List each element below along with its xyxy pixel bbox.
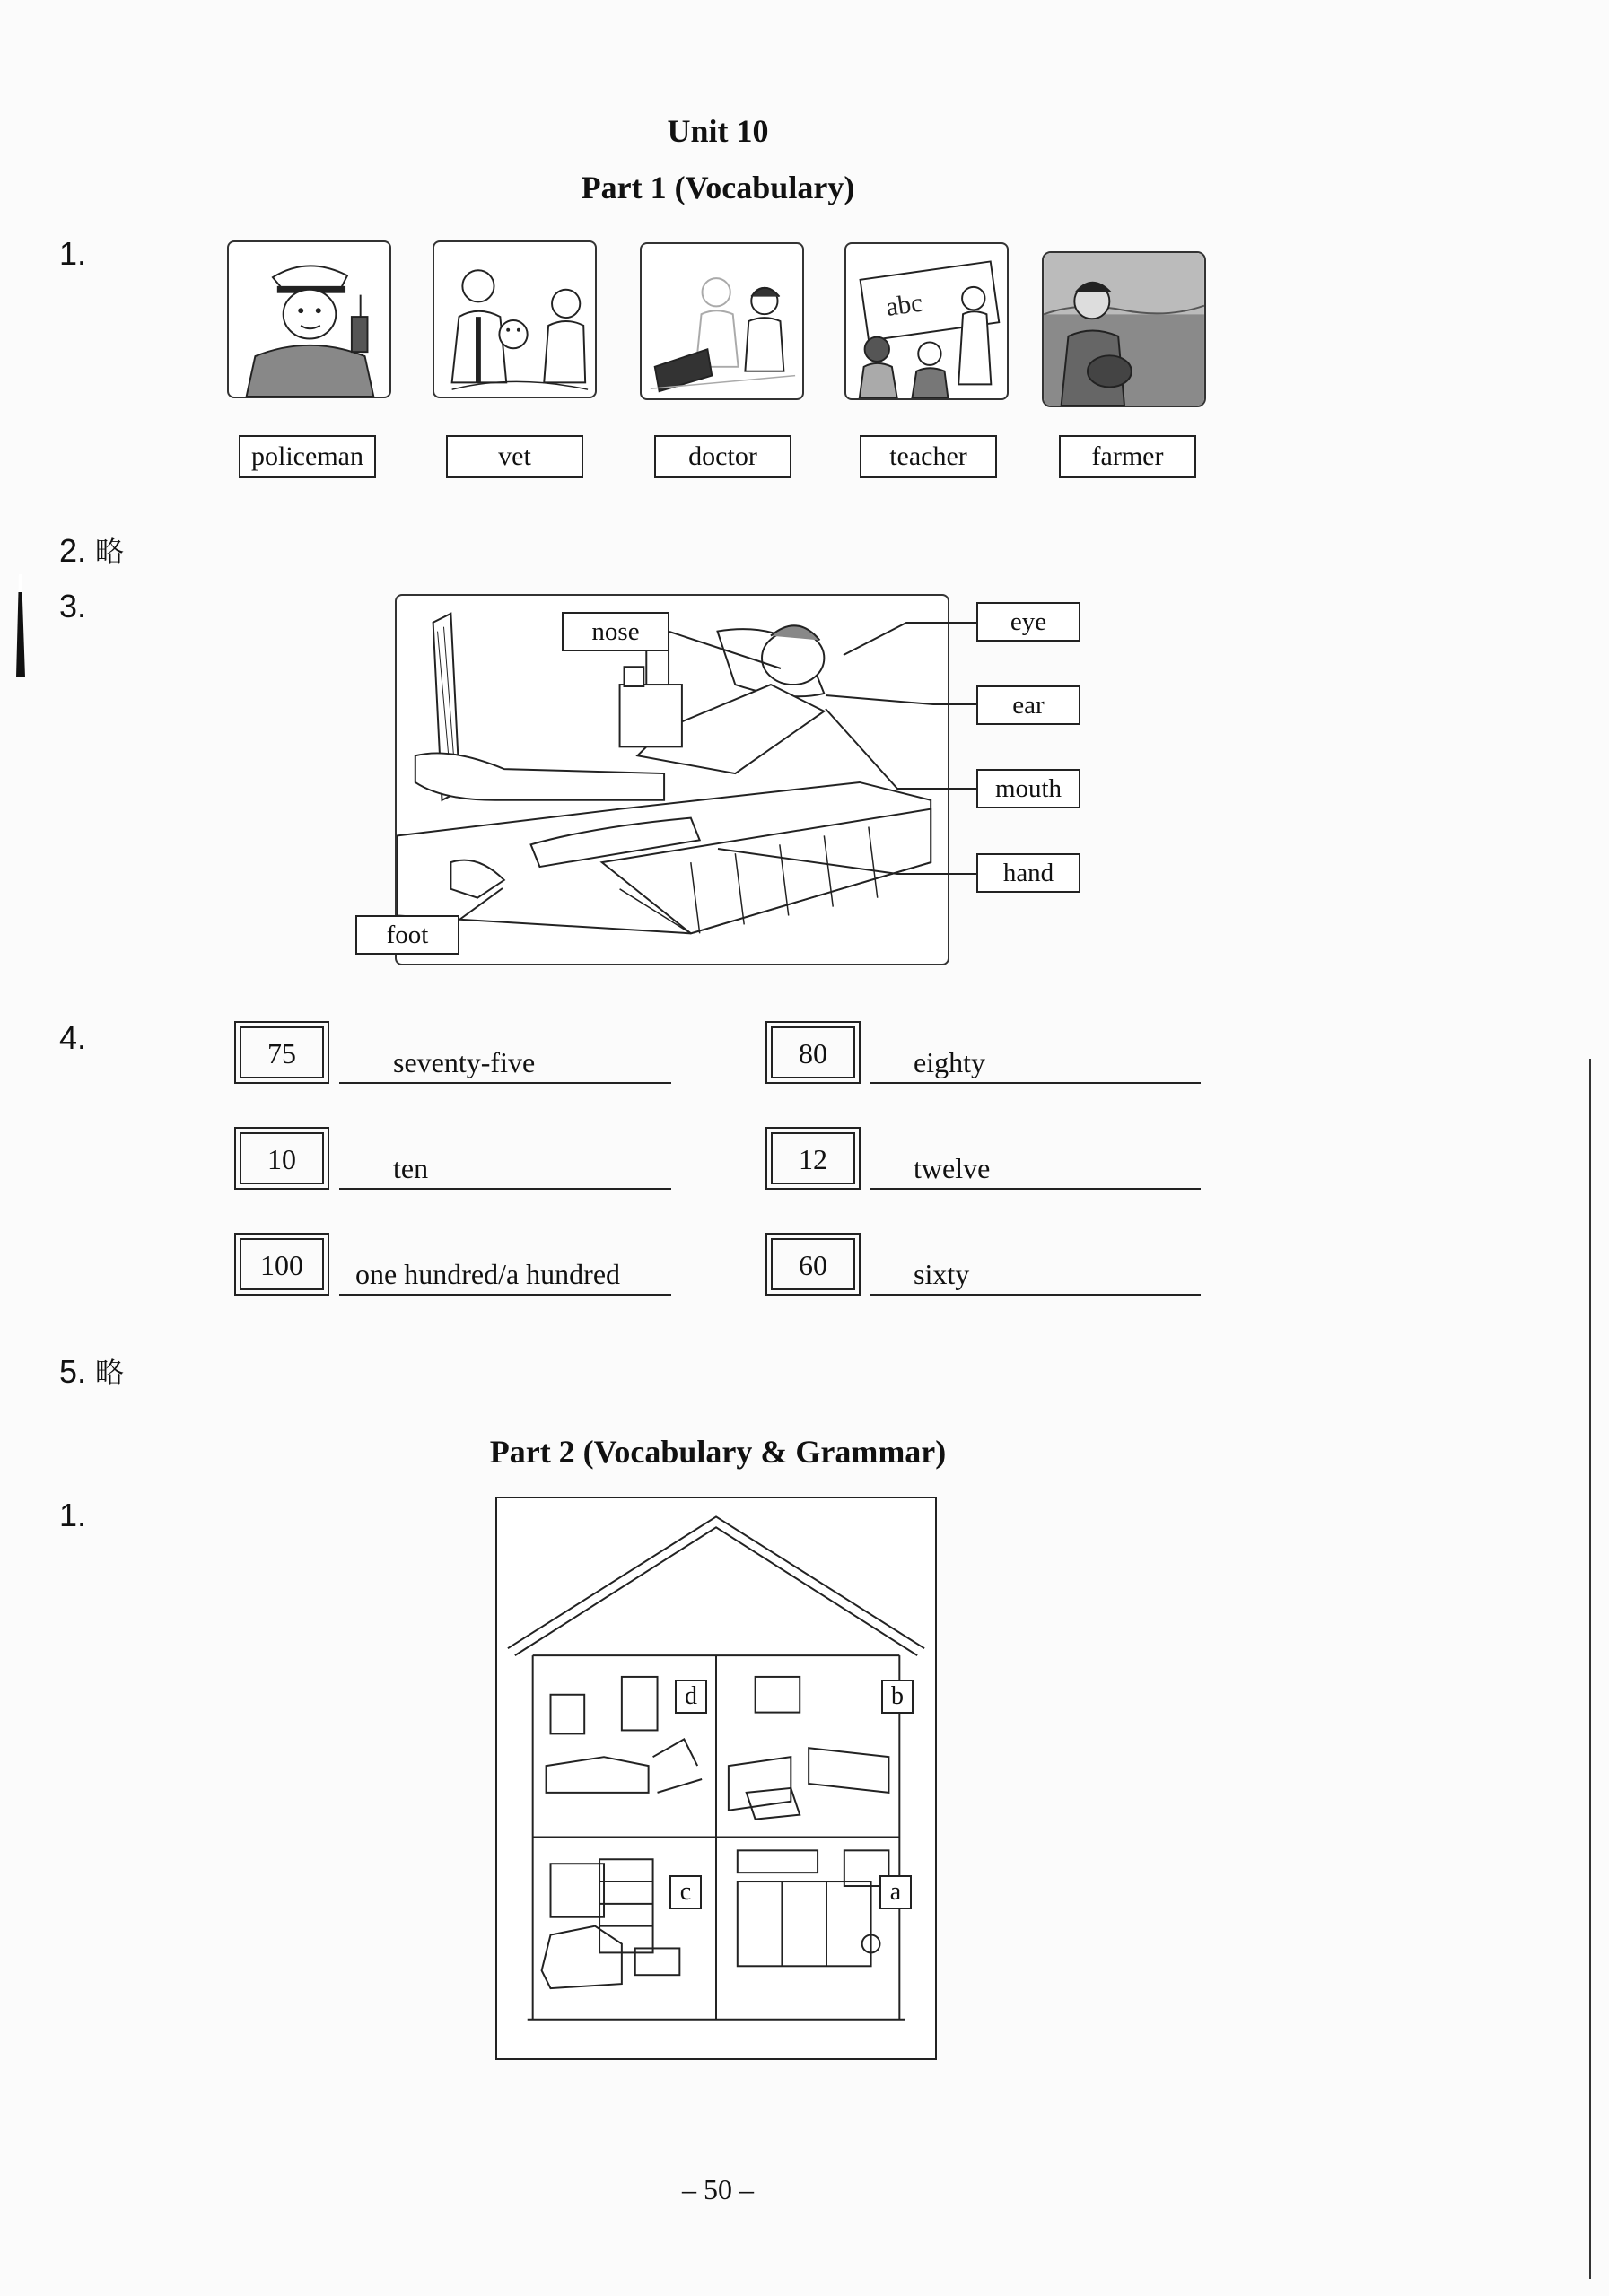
doctor-picture — [640, 242, 804, 400]
label-mouth: mouth — [976, 769, 1080, 808]
farmer-picture — [1042, 251, 1206, 407]
word-box-vet: vet — [446, 435, 583, 478]
answer-line: twelve — [870, 1150, 1201, 1190]
q3-number: 3. — [59, 588, 87, 624]
answer-line: ten — [339, 1150, 671, 1190]
word-box-farmer: farmer — [1059, 435, 1196, 478]
policeman-picture — [227, 240, 391, 398]
vet-picture — [433, 240, 597, 398]
answer-line: one hundred/a hundred — [339, 1256, 671, 1296]
teacher-picture — [844, 242, 1009, 400]
q5-answer: 略 — [95, 1356, 125, 1390]
q2-number — [59, 529, 124, 571]
label-hand: hand — [976, 853, 1080, 893]
number-box — [234, 1127, 329, 1190]
label-foot: foot — [355, 915, 459, 955]
part2-heading: Part 2 (Vocabulary & Grammar) — [489, 1434, 947, 1470]
label-eye: eye — [976, 602, 1080, 642]
unit-title: Unit 10 — [667, 113, 769, 149]
answer-line: sixty — [870, 1256, 1201, 1296]
label-nose: nose — [562, 612, 669, 651]
number-box — [765, 1127, 861, 1190]
part1-heading: Part 1 (Vocabulary) — [581, 170, 855, 205]
room-label-b: b — [881, 1680, 914, 1714]
number-value: 80 — [771, 1026, 855, 1078]
q4-number: 4. — [59, 1019, 87, 1056]
room-label-c: c — [669, 1875, 702, 1909]
q2-num: 2. — [59, 532, 87, 569]
room-label-a: a — [879, 1875, 912, 1909]
q5-number — [59, 1350, 124, 1392]
q5-num: 5. — [59, 1353, 87, 1390]
number-box — [765, 1021, 861, 1084]
number-value: 75 — [240, 1026, 324, 1078]
word-box-doctor: doctor — [654, 435, 791, 478]
number-value: 12 — [771, 1132, 855, 1184]
answer-line: eighty — [870, 1044, 1201, 1084]
word-box-policeman: policeman — [239, 435, 376, 478]
page-number: – 50 – — [682, 2173, 754, 2205]
room-label-d: d — [675, 1680, 707, 1714]
number-box — [765, 1233, 861, 1296]
page-edge-line — [1589, 1059, 1591, 2279]
bed-picture — [395, 594, 949, 965]
board-abc: abc — [884, 288, 925, 322]
q2-answer: 略 — [95, 535, 125, 569]
word-box-teacher: teacher — [860, 435, 997, 478]
number-value: 60 — [771, 1238, 855, 1290]
house-picture — [495, 1497, 937, 2060]
number-box — [234, 1021, 329, 1084]
answer-line: seventy-five — [339, 1044, 671, 1084]
number-box — [234, 1233, 329, 1296]
number-value: 10 — [240, 1132, 324, 1184]
page-margin-mark — [16, 574, 25, 677]
label-ear: ear — [976, 685, 1080, 725]
q1-number: 1. — [59, 235, 87, 272]
part2-q1-number: 1. — [59, 1497, 87, 1533]
number-value: 100 — [240, 1238, 324, 1290]
